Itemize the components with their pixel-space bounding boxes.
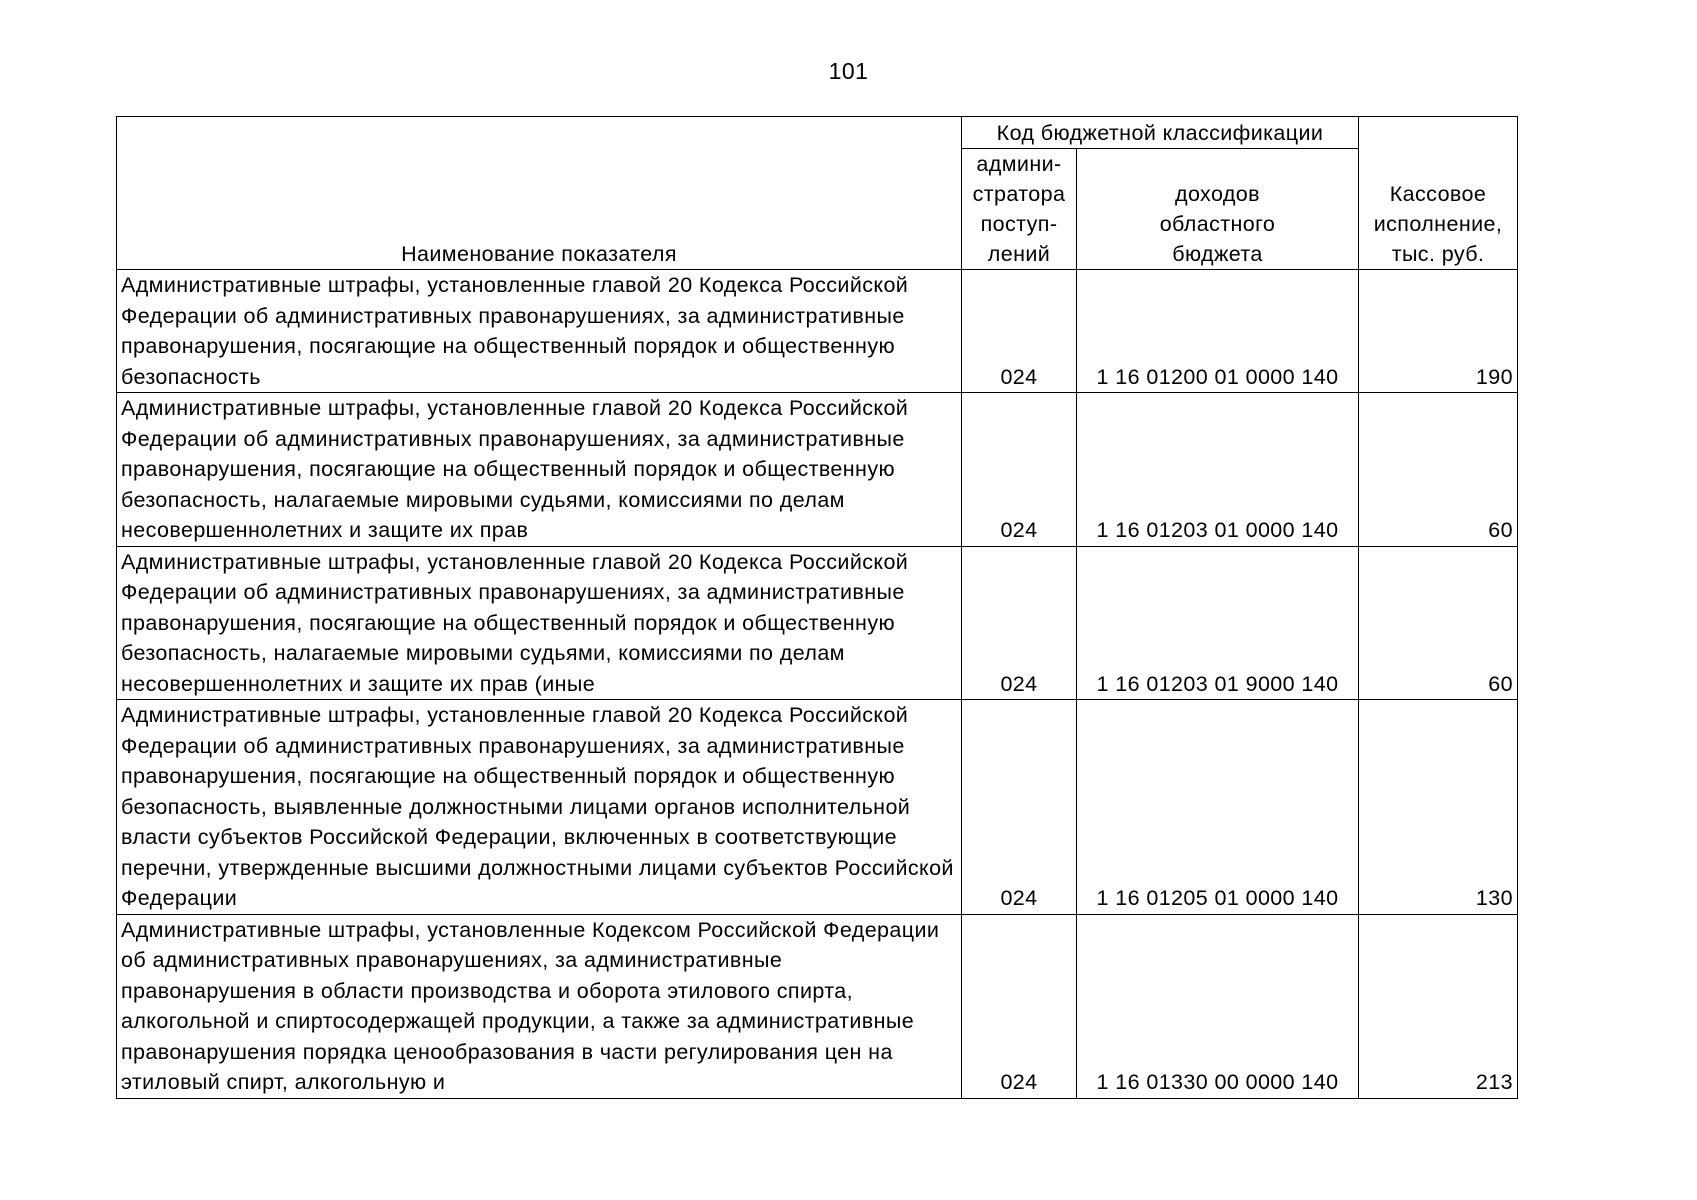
admin-code: 024 bbox=[962, 270, 1077, 393]
income-code: 1 16 01330 00 0000 140 bbox=[1077, 914, 1359, 1098]
table-row bbox=[117, 270, 1518, 393]
budget-table bbox=[116, 116, 1518, 1099]
indicator-name: Административные штрафы, установленные главой 20 Кодекса Российской Федерации об административных правонарушениях, за административные правонарушения, посягающие на общественный порядок и общественную безопасность, выявленные должностными лицами органов исполнительной власти субъектов Российской Федерации, включенных в соответствующие перечни, утвержденные высшими должностными лицами субъектов Российской Федерации bbox=[117, 700, 962, 915]
header-income-line: доходов bbox=[1175, 182, 1260, 206]
cash-amount: 213 bbox=[1359, 914, 1518, 1098]
header-income bbox=[1077, 149, 1359, 270]
header-code-group: Код бюджетной классификации bbox=[962, 117, 1359, 149]
header-income-line: бюджета bbox=[1172, 242, 1263, 266]
admin-code: 024 bbox=[962, 700, 1077, 915]
header-name: Наименование показателя bbox=[117, 117, 962, 270]
cash-amount: 190 bbox=[1359, 270, 1518, 393]
header-income-line: областного bbox=[1159, 212, 1276, 236]
header-cash-execution bbox=[1359, 117, 1518, 270]
cash-amount: 130 bbox=[1359, 700, 1518, 915]
admin-code: 024 bbox=[962, 914, 1077, 1098]
income-code: 1 16 01205 01 0000 140 bbox=[1077, 700, 1359, 915]
indicator-name: Административные штрафы, установленные главой 20 Кодекса Российской Федерации об административных правонарушениях, за административные правонарушения, посягающие на общественный порядок и общественную безопасность, налагаемые мировыми судьями, комиссиями по делам несовершеннолетних и защите их прав (иные bbox=[117, 546, 962, 700]
indicator-name: Административные штрафы, установленные главой 20 Кодекса Российской Федерации об административных правонарушениях, за административные правонарушения, посягающие на общественный порядок и общественную безопасность bbox=[117, 270, 962, 393]
cash-amount: 60 bbox=[1359, 546, 1518, 700]
table-row bbox=[117, 700, 1518, 915]
indicator-name: Административные штрафы, установленные Кодексом Российской Федерации об административных правонарушениях, за административные правонарушения в области производства и оборота этилового спирта, алкогольной и спиртосодержащей продукции, а также за административные правонарушения порядка ценообразования в части регулирования цен на этиловый спирт, алкогольную и bbox=[117, 914, 962, 1098]
header-admin-line: лений bbox=[987, 242, 1051, 266]
header-admin bbox=[962, 149, 1077, 270]
header-admin-line: поступ- bbox=[980, 212, 1058, 236]
income-code: 1 16 01200 01 0000 140 bbox=[1077, 270, 1359, 393]
admin-code: 024 bbox=[962, 393, 1077, 547]
income-code: 1 16 01203 01 9000 140 bbox=[1077, 546, 1359, 700]
table-row bbox=[117, 914, 1518, 1098]
header-cash-line: тыс. руб. bbox=[1391, 242, 1485, 266]
header-cash-line: исполнение, bbox=[1373, 212, 1503, 236]
table-row bbox=[117, 546, 1518, 700]
income-code: 1 16 01203 01 0000 140 bbox=[1077, 393, 1359, 547]
header-admin-line: стратора bbox=[972, 182, 1066, 206]
cash-amount: 60 bbox=[1359, 393, 1518, 547]
indicator-name: Административные штрафы, установленные главой 20 Кодекса Российской Федерации об административных правонарушениях, за административные правонарушения, посягающие на общественный порядок и общественную безопасность, налагаемые мировыми судьями, комиссиями по делам несовершеннолетних и защите их прав bbox=[117, 393, 962, 547]
table-body bbox=[117, 270, 1518, 1099]
admin-code: 024 bbox=[962, 546, 1077, 700]
page-number: 101 bbox=[828, 58, 869, 84]
table-row bbox=[117, 393, 1518, 547]
header-cash-line: Кассовое bbox=[1389, 182, 1487, 206]
table-header bbox=[117, 117, 1518, 270]
header-admin-line: админи- bbox=[976, 152, 1062, 176]
